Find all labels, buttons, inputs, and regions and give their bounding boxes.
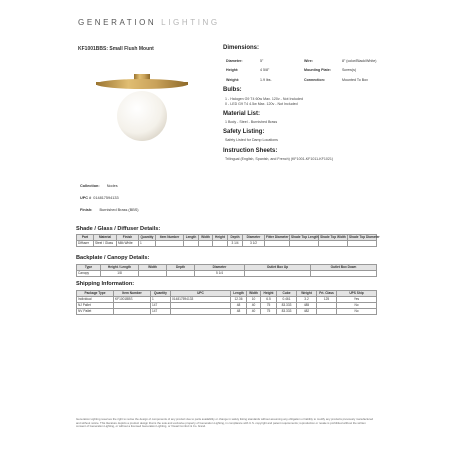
shade-heading: Shade / Glass / Diffuser Details: [76, 226, 161, 232]
collection-row [80, 184, 118, 188]
dimension-value: Mounted To Box [342, 77, 368, 82]
dimensions-table [226, 56, 396, 85]
table-cell [348, 241, 377, 247]
shade-column-header: Finish [117, 235, 139, 241]
finish-value: Burnished Brass (BBS) [99, 208, 139, 212]
brand-logo [78, 18, 220, 27]
table-cell: 1 [139, 241, 156, 247]
backplate-column-header: Depth [167, 265, 195, 271]
table-row [77, 309, 377, 315]
table-cell [184, 241, 199, 247]
dimension-label: Diameter: [226, 58, 243, 63]
dimension-row [226, 56, 396, 66]
shipping-column-header: Item Number [114, 291, 151, 297]
shade-column-header: Width [199, 235, 213, 241]
shade-column-header: Diameter [243, 235, 265, 241]
table-cell [171, 309, 231, 315]
table-cell [265, 241, 290, 247]
table-cell: KF1001BBS [114, 297, 151, 303]
table-cell: 6.5 [261, 297, 277, 303]
safety-line: Safety Listed for Damp Locations [225, 138, 278, 142]
table-cell [199, 241, 213, 247]
table-cell: 40 [247, 309, 261, 315]
table-cell [167, 271, 195, 277]
shade-column-header: Shade Top Width [320, 235, 346, 239]
dimensions-heading: Dimensions: [223, 45, 260, 51]
table-cell: 10 [247, 297, 261, 303]
shipping-column-header: Weight [297, 291, 317, 297]
shipping-table [76, 290, 377, 315]
shade-column-header: Quantity [139, 235, 156, 241]
shipping-column-header: Cube [277, 291, 297, 297]
shade-column-header: Shade Top Diameter [349, 235, 380, 239]
bulbs-heading: Bulbs: [223, 87, 242, 93]
shade-column-header: Height [213, 235, 228, 241]
upc-value: 014817594133 [93, 196, 119, 200]
table-cell [156, 241, 184, 247]
backplate-heading: Backplate / Canopy Details: [76, 255, 150, 261]
table-cell: 485 [297, 303, 317, 309]
table-cell: NJ Pallet [77, 303, 114, 309]
table-cell: 75 [261, 309, 277, 315]
table-cell: 40 [247, 303, 261, 309]
table-cell [311, 271, 377, 277]
table-cell: 48 [231, 309, 247, 315]
upc-label: UPC # [80, 196, 92, 200]
table-cell: Diffuser [77, 241, 94, 247]
table-row [77, 241, 377, 247]
shade-column-header: Shade Top Length [291, 235, 319, 239]
shade-column-header: Fitter Diameter [266, 235, 289, 239]
flush-mount-light-icon [90, 58, 194, 158]
finish-row [80, 208, 139, 212]
upc-row [80, 196, 119, 200]
safety-heading: Safety Listing: [223, 129, 265, 135]
table-cell: Individual [77, 297, 114, 303]
table-cell: 3 1/2 [243, 241, 265, 247]
shade-column-header: Material [94, 235, 117, 241]
brass-disc-edge [96, 82, 188, 85]
table-cell [213, 241, 228, 247]
table-cell: 83.333 [277, 309, 297, 315]
table-cell: 3 1/4 [228, 241, 243, 247]
dimension-label: Mounting Plate: [304, 68, 331, 73]
backplate-column-header: Outlet Box Up [245, 265, 311, 271]
bulb-line: 0 - LED G9 T4 4.5w Max. 120v - Not Included [225, 102, 298, 106]
finish-label: Finish: [80, 208, 93, 212]
brand-name: GENERATION [78, 18, 157, 27]
material-heading: Material List: [223, 111, 261, 117]
glass-globe [117, 91, 167, 141]
table-cell: 147 [151, 303, 171, 309]
shipping-column-header: Length [231, 291, 247, 297]
table-cell [245, 271, 311, 277]
table-cell: 125 [317, 297, 337, 303]
shipping-column-header: UPC [171, 291, 231, 297]
dimension-value: 8" (color/Black/White) [342, 58, 377, 63]
table-cell: 014817594133 [171, 297, 231, 303]
bulb-line: 1 - Halogen G9 T4 60w Max. 120v - Not Included [225, 97, 304, 101]
table-cell: 1/8 [101, 271, 139, 277]
legal-disclaimer: Generation Lighting reserves the right to revise the design of components of any product due to parts availability or change in safety listing standards without assuming any obligation or liability to modify any products previously manufactured and without notice. This literature depicts a product design that is the sole and exclusive property of Generation Lighting, in compliance with U.S. copyright and patent requirements; reproduction or resale is prohibited without the written consent of Generation Lighting, or without a licensed Generation Lighting, or Visual Comfort & Co. brand. [76, 417, 374, 428]
table-cell: Yes [337, 297, 377, 303]
table-cell: 5 1/4 [195, 271, 245, 277]
dimension-value: 5" [260, 58, 264, 63]
table-cell: 75 [261, 303, 277, 309]
table-cell: NV Pallet [77, 309, 114, 315]
table-cell [290, 241, 319, 247]
shipping-column-header: Width [247, 291, 261, 297]
table-cell: 83.333 [277, 303, 297, 309]
table-cell: 482 [297, 309, 317, 315]
dimension-label: Wire: [304, 58, 313, 63]
shipping-heading: Shipping Information: [76, 281, 135, 287]
shipping-column-header: UPS Ship [337, 291, 377, 297]
shade-column-header: Part [77, 235, 94, 241]
dimension-label: Weight: [226, 77, 240, 82]
table-cell: Steel / Glass [94, 241, 117, 247]
table-cell: 48 [231, 303, 247, 309]
table-cell: No [337, 309, 377, 315]
dimension-row [226, 75, 396, 85]
table-cell [114, 309, 151, 315]
dimension-value: 1.9 lbs. [260, 77, 272, 82]
backplate-column-header: Height / Length [101, 265, 139, 271]
shipping-column-header: Height [261, 291, 277, 297]
backplate-column-header: Width [139, 265, 167, 271]
table-row [77, 271, 377, 277]
shade-column-header: Length [184, 235, 199, 241]
shipping-column-header: Package Type [77, 291, 114, 297]
shipping-column-header: Frt. Class [317, 291, 337, 297]
brand-name-light: LIGHTING [161, 18, 220, 27]
table-cell [317, 309, 337, 315]
product-title: KF1001BBS: Small Flush Mount [78, 46, 154, 52]
table-cell: Canopy [77, 271, 101, 277]
table-cell: 147 [151, 309, 171, 315]
table-cell: 0.461 [277, 297, 297, 303]
shade-column-header: Depth [228, 235, 243, 241]
table-cell [139, 271, 167, 277]
dimension-label: Connection: [304, 77, 325, 82]
table-cell: 3.2 [297, 297, 317, 303]
collection-label: Collection: [80, 184, 100, 188]
shipping-column-header: Quantity [151, 291, 171, 297]
table-cell: Milk White [117, 241, 139, 247]
backplate-column-header: Diameter [195, 265, 245, 271]
backplate-table [76, 264, 377, 277]
backplate-column-header: Outlet Box Down [311, 265, 377, 271]
collection-value: Nodes [106, 184, 118, 188]
table-cell [319, 241, 348, 247]
dimension-value: 4 5/8" [260, 68, 270, 73]
instructions-heading: Instruction Sheets: [223, 148, 278, 154]
table-cell: No [337, 303, 377, 309]
instructions-line: Trilingual (English, Spanish, and French) (KF1001-KF1011-KF1021) [225, 157, 334, 161]
dimension-value: Screw(s) [342, 68, 357, 73]
shade-table [76, 234, 380, 247]
backplate-column-header: Type [77, 265, 101, 271]
shade-column-header: Item Number [156, 235, 184, 241]
table-cell: 1 [151, 297, 171, 303]
table-cell: 12.36 [231, 297, 247, 303]
dimension-row [226, 66, 396, 76]
material-line: 1 Body - Steel - Burnished Brass [225, 120, 278, 124]
dimension-label: Height: [226, 68, 239, 73]
